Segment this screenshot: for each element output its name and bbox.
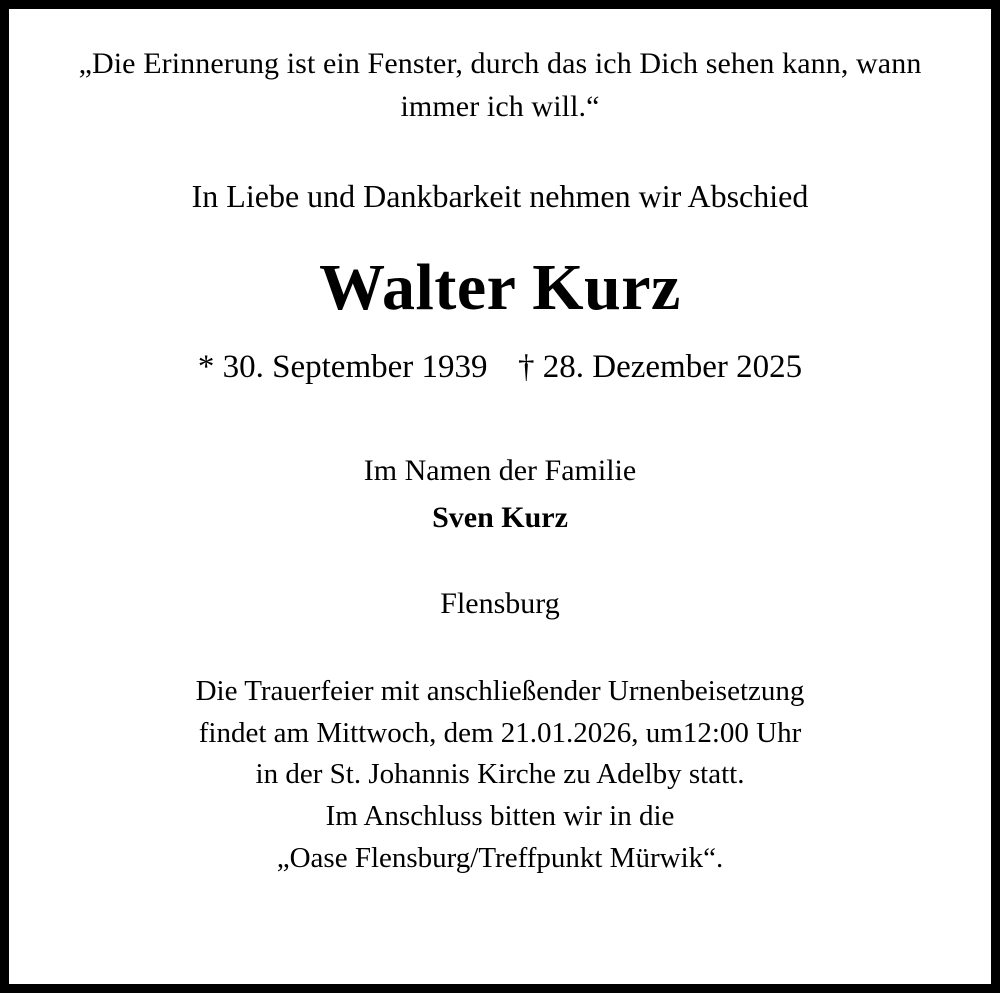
ceremony-detail-line: findet am Mittwoch, dem 21.01.2026, um12:00 Uhr bbox=[198, 716, 802, 749]
family-intro: Im Namen der Familie bbox=[363, 454, 637, 488]
life-dates bbox=[53, 346, 947, 389]
farewell-line: In Liebe und Dankbarkeit nehmen wir Abschied bbox=[191, 178, 809, 215]
death-symbol: † bbox=[518, 349, 535, 386]
death-date: 28. Dezember 2025 bbox=[542, 349, 803, 386]
birth-symbol: * bbox=[197, 349, 215, 386]
place: Flensburg bbox=[440, 587, 560, 621]
memorial-quote: „Die Erinnerung ist ein Fenster, durch das ich Dich sehen kann, wann immer ich will.“ bbox=[78, 47, 922, 123]
birth-date: 30. September 1939 bbox=[222, 349, 488, 386]
ceremony-details bbox=[53, 671, 947, 880]
ceremony-detail-line: in der St. Johannis Kirche zu Adelby statt. bbox=[255, 758, 745, 791]
ceremony-detail-line: Die Trauerfeier mit anschließender Urnenbeisetzung bbox=[195, 674, 805, 707]
ceremony-detail-line: „Oase Flensburg/Treffpunkt Mürwik“. bbox=[276, 841, 724, 874]
ceremony-detail-line: Im Anschluss bitten wir in die bbox=[325, 800, 675, 833]
deceased-name: Walter Kurz bbox=[319, 250, 681, 324]
family-signatory: Sven Kurz bbox=[432, 500, 568, 534]
